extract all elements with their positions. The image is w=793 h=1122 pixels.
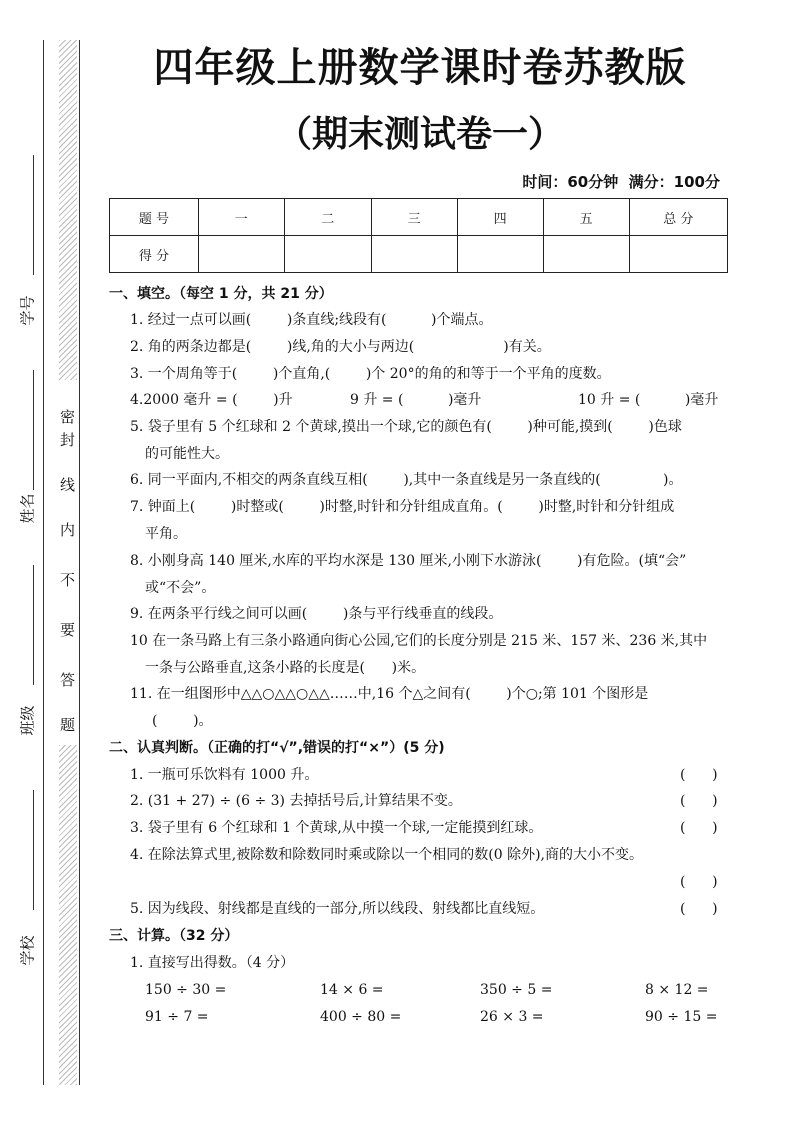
judgment-item: 2. (31 + 27) ÷ (6 ÷ 3) 去掉括号后,计算结果不变。 (130, 793, 462, 809)
question-4-part: 10 升 = ( )毫升 (578, 392, 719, 408)
school-blank[interactable] (33, 790, 34, 910)
question-line: 9. 在两条平行线之间可以画( )条与平行线垂直的线段。 (130, 606, 503, 622)
seal-char: 要 (60, 621, 76, 639)
answer-paren[interactable]: ( ) (680, 767, 718, 783)
question-line: 或“不会”。 (145, 580, 216, 596)
score-header: 五 (543, 199, 629, 236)
question-line: 平角。 (145, 526, 187, 542)
question-line: 2. 角的两条边都是( )线,角的大小与两边( )有关。 (130, 339, 551, 355)
judgment-item: 3. 袋子里有 6 个红球和 1 个黄球,从中摸一个球,一定能摸到红球。 (130, 820, 543, 836)
seal-char: 内 (60, 521, 76, 539)
calc-item: 26 × 3 = (480, 1009, 544, 1025)
score-table (109, 198, 728, 273)
page-subtitle: （期末测试卷一） (275, 114, 564, 155)
score-row-label: 得 分 (110, 236, 199, 273)
calc-item: 14 × 6 = (320, 982, 384, 998)
judgment-item: 4. 在除法算式里,被除数和除数同时乘或除以一个相同的数(0 除外),商的大小不变。 (130, 847, 643, 863)
score-cell[interactable] (543, 236, 629, 273)
calc-item: 350 ÷ 5 = (480, 982, 553, 998)
score-cell[interactable] (198, 236, 284, 273)
question-line: 10 在一条马路上有三条小路通向街心公园,它们的长度分别是 215 米、157 米、236 米,其中 (130, 633, 708, 649)
hatch-bottom (59, 745, 77, 1085)
answer-paren[interactable]: ( ) (680, 901, 718, 917)
seal-char: 答 (60, 671, 76, 689)
score-cell[interactable] (284, 236, 371, 273)
question-4-part: 9 升 = ( )毫升 (350, 392, 482, 408)
name-label: 姓名 (18, 493, 37, 524)
answer-paren[interactable]: ( ) (680, 874, 718, 890)
score-cell[interactable] (629, 236, 727, 273)
seal-char: 线 (60, 476, 76, 494)
calc-item: 90 ÷ 15 = (645, 1009, 718, 1025)
name-blank[interactable] (33, 370, 34, 490)
seal-char: 不 (60, 571, 76, 589)
score-header: 一 (198, 199, 284, 236)
score-cell[interactable] (457, 236, 543, 273)
question-line: 8. 小刚身高 140 厘米,水库的平均水深是 130 厘米,小刚下水游泳( )有危险。(填“会” (130, 553, 687, 569)
judgment-item: 5. 因为线段、射线都是直线的一部分,所以线段、射线都比直线短。 (130, 901, 545, 917)
section3-header: 三、计算。（32 分） (109, 928, 239, 944)
binding-line-outer (43, 40, 44, 1085)
time-info: 时间：60分钟 满分：100分 (522, 173, 720, 191)
calc-item: 91 ÷ 7 = (145, 1009, 209, 1025)
student-id-label: 学号 (18, 295, 37, 326)
section1-header: 一、填空。（每空 1 分，共 21 分） (109, 286, 333, 302)
question-line: 一条与公路垂直,这条小路的长度是( )米。 (145, 660, 426, 676)
question-line: 3. 一个周角等于( )个直角,( )个 20°的角的和等于一个平角的度数。 (130, 366, 611, 382)
question-line: 11. 在一组图形中△△○△△○△△……中,16 个△之间有( )个○;第 101 个图形是 (130, 686, 649, 702)
question-line: 5. 袋子里有 5 个红球和 2 个黄球,摸出一个球,它的颜色有( )种可能,摸到( )色球 (130, 419, 682, 435)
seal-char: 封 (60, 431, 76, 449)
judgment-item: 1. 一瓶可乐饮料有 1000 升。 (130, 767, 319, 783)
question-line: 的可能性大。 (145, 446, 229, 462)
score-header: 总 分 (629, 199, 727, 236)
question-line: 6. 同一平面内,不相交的两条直线互相( ),其中一条直线是另一条直线的( )。 (130, 472, 683, 488)
calc-item: 8 × 12 = (645, 982, 709, 998)
calc-item: 400 ÷ 80 = (320, 1009, 402, 1025)
score-header: 题 号 (110, 199, 199, 236)
class-label: 班级 (18, 705, 37, 736)
answer-paren[interactable]: ( ) (680, 793, 718, 809)
page-title: 四年级上册数学课时卷苏教版 (153, 45, 687, 91)
score-header: 二 (284, 199, 371, 236)
calc-item: 150 ÷ 30 = (145, 982, 227, 998)
section2-header: 二、认真判断。（正确的打“√”,错误的打“×”）(5 分) (109, 740, 445, 756)
answer-paren[interactable]: ( ) (680, 820, 718, 836)
score-header: 四 (457, 199, 543, 236)
student-id-blank[interactable] (33, 155, 34, 275)
score-cell[interactable] (371, 236, 457, 273)
seal-char: 密 (60, 408, 76, 426)
score-header: 三 (371, 199, 457, 236)
question-line: ( )。 (152, 713, 213, 729)
question-line: 1. 经过一点可以画( )条直线;线段有( )个端点。 (130, 312, 493, 328)
school-label: 学校 (18, 935, 37, 966)
seal-char: 题 (60, 716, 76, 734)
binding-line-inner (79, 40, 80, 1085)
question-4-part: 4.2000 毫升 = ( )升 (130, 392, 293, 408)
class-blank[interactable] (33, 565, 34, 685)
calc-subheader: 1. 直接写出得数。（4 分） (130, 955, 295, 971)
question-line: 7. 钟面上( )时整或( )时整,时针和分针组成直角。( )时整,时针和分针组成 (130, 499, 675, 515)
